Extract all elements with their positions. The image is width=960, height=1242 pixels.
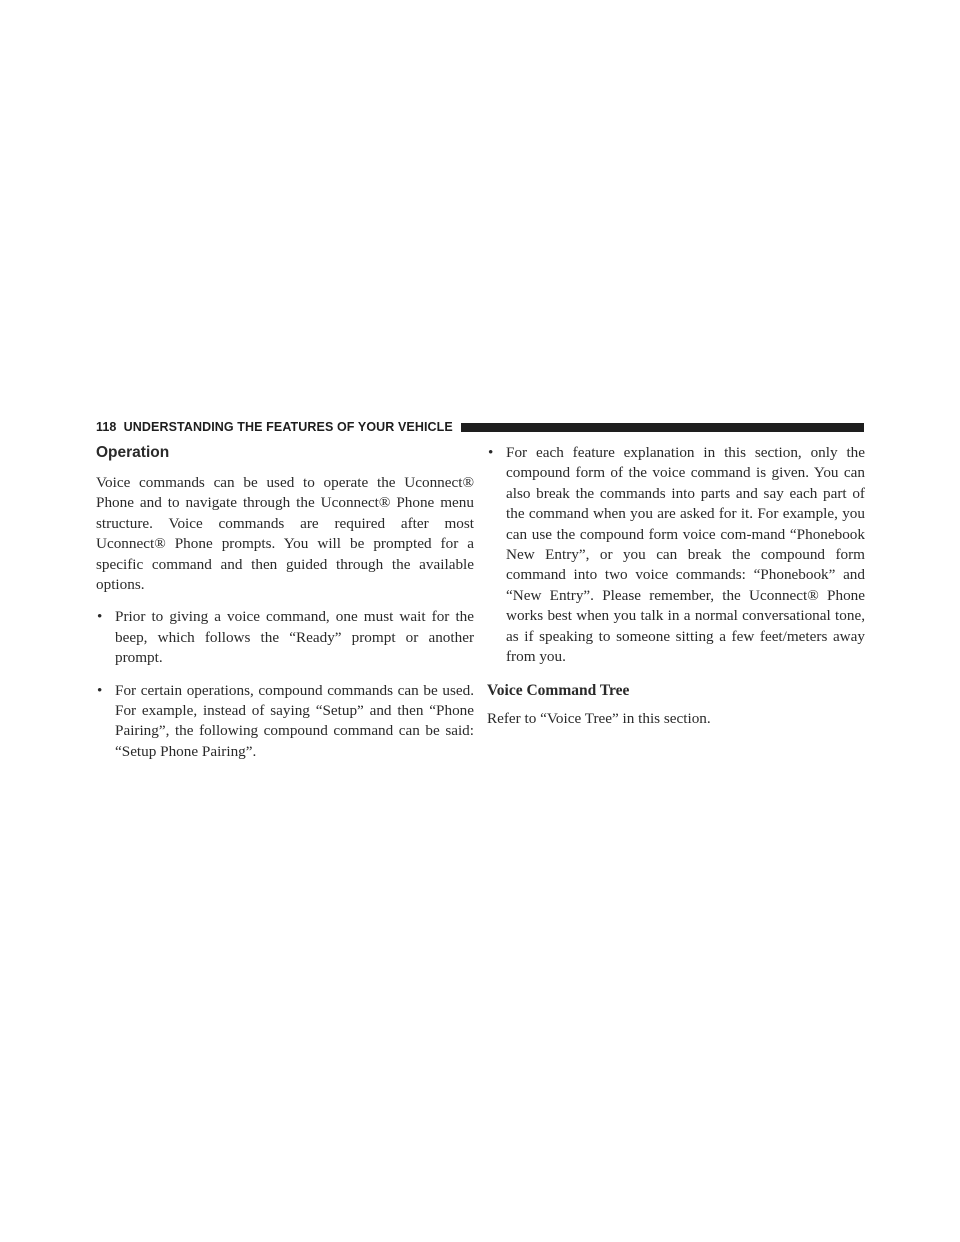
list-item bbox=[96, 607, 474, 668]
bullet-icon: • bbox=[97, 681, 103, 699]
list-item bbox=[487, 443, 865, 667]
voice-command-tree-heading: Voice Command Tree bbox=[487, 682, 630, 700]
bullet-text: Prior to giving a voice command, one must wait for the beep, which follows the “Ready” prompt or another prompt. bbox=[115, 608, 474, 667]
bullet-text: For certain operations, compound commands can be used. For example, instead of saying “Setup” and then “Phone Pairing”, the following compound command can be said: “Setup Phone Pairing”. bbox=[115, 681, 474, 760]
intro-paragraph: Voice commands can be used to operate the Uconnect® Phone and to navigate through the Uconnect® Phone menu structure. Voice commands are required after most Uconnect® Phone prompts. You will be prompted for a specific command and then guided through the available options. bbox=[96, 474, 474, 594]
header-rule bbox=[461, 423, 864, 432]
operation-heading: Operation bbox=[96, 444, 170, 461]
list-item bbox=[96, 681, 474, 763]
right-column bbox=[487, 443, 865, 742]
page-number: 118 bbox=[96, 420, 117, 434]
left-column bbox=[96, 443, 474, 774]
running-header bbox=[96, 418, 864, 436]
voice-tree-reference: Refer to “Voice Tree” in this section. bbox=[487, 710, 711, 728]
header-label bbox=[96, 420, 461, 434]
bullet-text: For each feature explanation in this section, only the compound form of the voice command is given. You can also break the commands into parts and say each part of the command when you are asked for it. For example, you can use the compound form voice com-mand “Phonebook New Entry”, or you can break the compound form command into two voice commands: “Phonebook” and “New Entry”. Please remember, the Uconnect® Phone works best when you talk in a normal conversational tone, as if speaking to someone sitting a few feet/meters away from you. bbox=[506, 444, 865, 666]
bullet-icon: • bbox=[97, 608, 103, 626]
section-title: UNDERSTANDING THE FEATURES OF YOUR VEHICLE bbox=[123, 420, 453, 434]
bullet-icon: • bbox=[488, 444, 494, 461]
